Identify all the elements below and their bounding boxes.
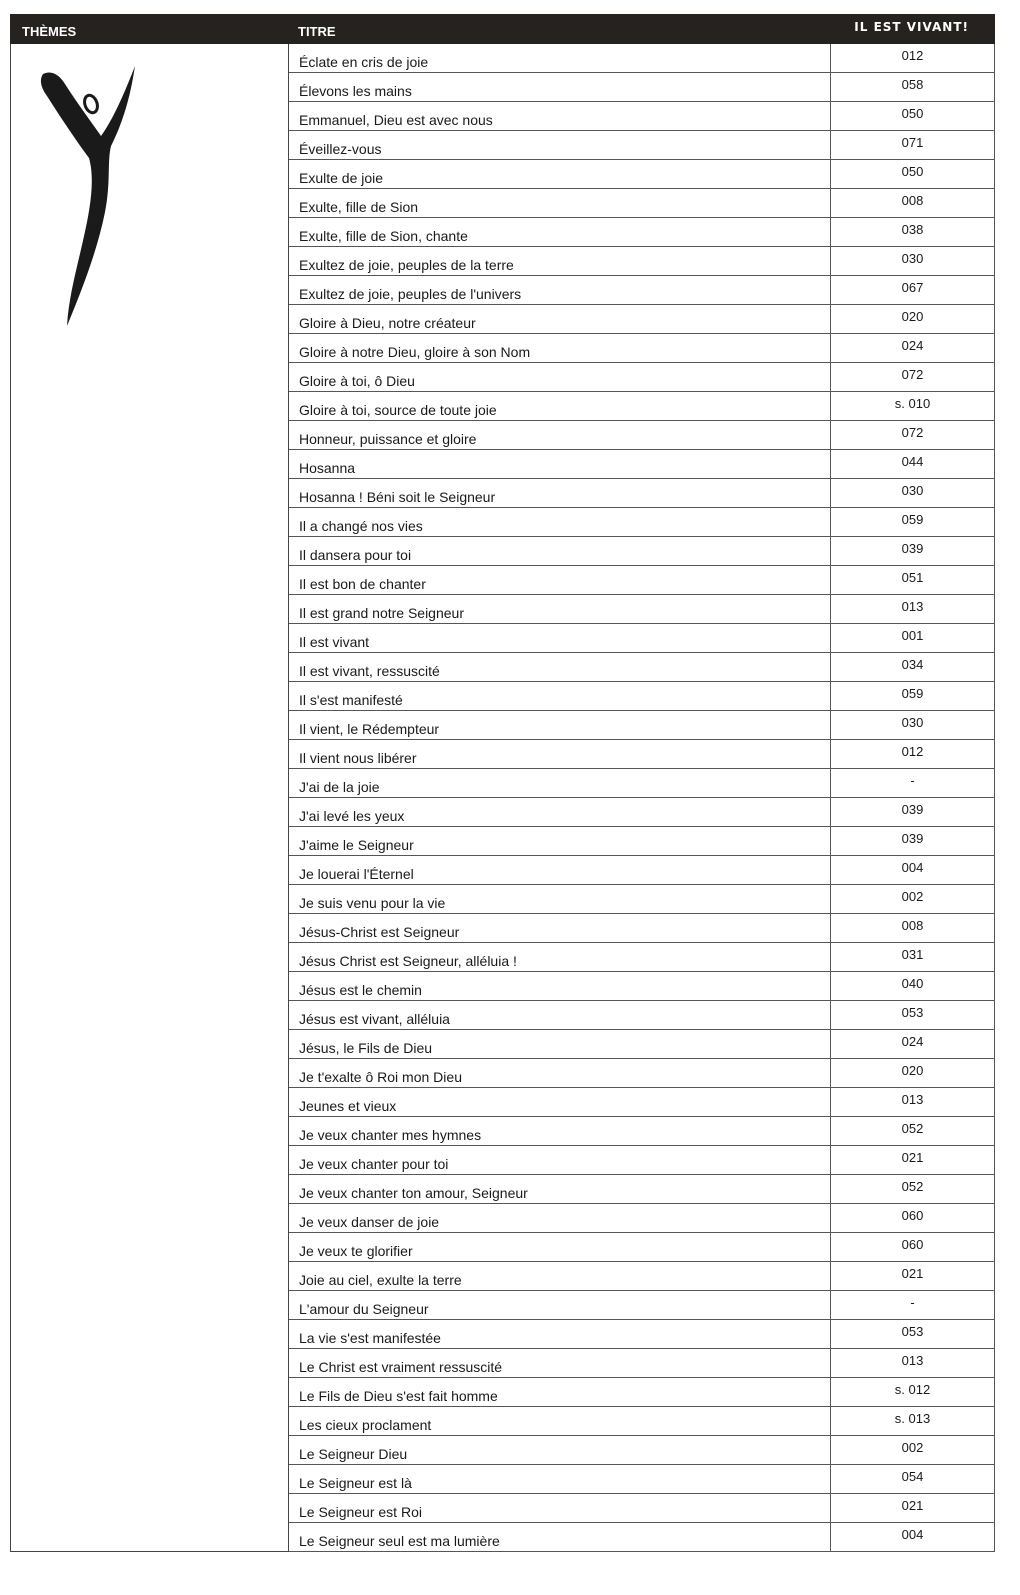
table-row xyxy=(289,247,995,276)
song-title: Le Seigneur est là xyxy=(289,1465,831,1493)
song-title: Joie au ciel, exulte la terre xyxy=(289,1262,831,1290)
song-reference-number: 053 xyxy=(831,1320,995,1348)
table-row xyxy=(289,885,995,914)
table-row xyxy=(289,218,995,247)
song-reference-number: 060 xyxy=(831,1233,995,1261)
song-reference-number: s. 012 xyxy=(831,1378,995,1406)
dancing-figure-logo-icon xyxy=(31,62,141,332)
song-reference-number: 039 xyxy=(831,827,995,855)
header-reference: IL EST VIVANT! xyxy=(854,20,969,34)
song-title: Il a changé nos vies xyxy=(289,508,831,536)
song-title: Il est vivant, ressuscité xyxy=(289,653,831,681)
song-reference-number: 054 xyxy=(831,1465,995,1493)
song-reference-number: 060 xyxy=(831,1204,995,1232)
table-row xyxy=(289,682,995,711)
table-row xyxy=(289,1175,995,1204)
song-title: Gloire à notre Dieu, gloire à son Nom xyxy=(289,334,831,362)
song-reference-number: 039 xyxy=(831,798,995,826)
song-title: Honneur, puissance et gloire xyxy=(289,421,831,449)
song-index-table xyxy=(10,14,995,1552)
song-title: Il s'est manifesté xyxy=(289,682,831,710)
song-title: Exultez de joie, peuples de la terre xyxy=(289,247,831,275)
song-reference-number: 067 xyxy=(831,276,995,304)
song-rows xyxy=(288,44,995,1552)
song-reference-number: 050 xyxy=(831,160,995,188)
song-reference-number: 051 xyxy=(831,566,995,594)
themes-column xyxy=(10,44,288,1552)
table-row xyxy=(289,1349,995,1378)
table-row xyxy=(289,798,995,827)
table-row xyxy=(289,1436,995,1465)
song-reference-number: - xyxy=(831,769,995,797)
header-titre: TITRE xyxy=(298,24,336,39)
song-reference-number: 004 xyxy=(831,856,995,884)
song-title: Hosanna xyxy=(289,450,831,478)
song-reference-number: 013 xyxy=(831,1349,995,1377)
table-row xyxy=(289,1320,995,1349)
song-title: Je veux chanter pour toi xyxy=(289,1146,831,1174)
song-title: Hosanna ! Béni soit le Seigneur xyxy=(289,479,831,507)
table-row xyxy=(289,1407,995,1436)
table-row xyxy=(289,1001,995,1030)
table-row xyxy=(289,943,995,972)
table-row xyxy=(289,624,995,653)
song-title: Je veux danser de joie xyxy=(289,1204,831,1232)
table-row xyxy=(289,1262,995,1291)
song-title: Je suis venu pour la vie xyxy=(289,885,831,913)
table-row xyxy=(289,392,995,421)
song-title: Il vient nous libérer xyxy=(289,740,831,768)
song-title: Gloire à toi, source de toute joie xyxy=(289,392,831,420)
table-row xyxy=(289,1059,995,1088)
song-title: Je louerai l'Éternel xyxy=(289,856,831,884)
song-reference-number: 004 xyxy=(831,1523,995,1551)
table-row xyxy=(289,160,995,189)
song-title: Exulte, fille de Sion, chante xyxy=(289,218,831,246)
table-row xyxy=(289,363,995,392)
table-row xyxy=(289,1030,995,1059)
song-title: Éclate en cris de joie xyxy=(289,44,831,72)
song-reference-number: 052 xyxy=(831,1175,995,1203)
song-reference-number: 050 xyxy=(831,102,995,130)
table-header xyxy=(10,14,995,44)
song-reference-number: 038 xyxy=(831,218,995,246)
song-title: Le Seigneur Dieu xyxy=(289,1436,831,1464)
table-row xyxy=(289,566,995,595)
song-reference-number: 024 xyxy=(831,334,995,362)
table-row xyxy=(289,102,995,131)
table-row xyxy=(289,1465,995,1494)
song-reference-number: 058 xyxy=(831,73,995,101)
song-reference-number: 040 xyxy=(831,972,995,1000)
table-row xyxy=(289,856,995,885)
table-row xyxy=(289,914,995,943)
song-title: Je t'exalte ô Roi mon Dieu xyxy=(289,1059,831,1087)
table-row xyxy=(289,44,995,73)
song-title: Il vient, le Rédempteur xyxy=(289,711,831,739)
song-title: Je veux te glorifier xyxy=(289,1233,831,1261)
song-reference-number: 020 xyxy=(831,1059,995,1087)
song-title: Élevons les mains xyxy=(289,73,831,101)
song-title: Jésus Christ est Seigneur, alléluia ! xyxy=(289,943,831,971)
song-title: Jésus est le chemin xyxy=(289,972,831,1000)
song-title: Le Fils de Dieu s'est fait homme xyxy=(289,1378,831,1406)
song-title: Exultez de joie, peuples de l'univers xyxy=(289,276,831,304)
song-reference-number: 072 xyxy=(831,421,995,449)
song-reference-number: 034 xyxy=(831,653,995,681)
song-reference-number: 039 xyxy=(831,537,995,565)
song-title: Jésus est vivant, alléluia xyxy=(289,1001,831,1029)
song-reference-number: 012 xyxy=(831,740,995,768)
song-reference-number: s. 010 xyxy=(831,392,995,420)
song-reference-number: 072 xyxy=(831,363,995,391)
table-row xyxy=(289,711,995,740)
table-row xyxy=(289,1146,995,1175)
table-row xyxy=(289,1378,995,1407)
song-title: J'ai de la joie xyxy=(289,769,831,797)
song-reference-number: 013 xyxy=(831,595,995,623)
song-reference-number: 059 xyxy=(831,508,995,536)
song-reference-number: 052 xyxy=(831,1117,995,1145)
table-row xyxy=(289,421,995,450)
song-title: Gloire à toi, ô Dieu xyxy=(289,363,831,391)
song-reference-number: 012 xyxy=(831,44,995,72)
song-reference-number: 071 xyxy=(831,131,995,159)
table-row xyxy=(289,1233,995,1262)
song-title: J'aime le Seigneur xyxy=(289,827,831,855)
song-reference-number: 021 xyxy=(831,1146,995,1174)
song-title: Il est vivant xyxy=(289,624,831,652)
song-reference-number: 053 xyxy=(831,1001,995,1029)
song-reference-number: 030 xyxy=(831,711,995,739)
song-title: Je veux chanter mes hymnes xyxy=(289,1117,831,1145)
song-reference-number: 013 xyxy=(831,1088,995,1116)
song-reference-number: 030 xyxy=(831,479,995,507)
table-row xyxy=(289,740,995,769)
table-row xyxy=(289,334,995,363)
table-row xyxy=(289,73,995,102)
table-row xyxy=(289,508,995,537)
song-title: Il est bon de chanter xyxy=(289,566,831,594)
song-reference-number: 020 xyxy=(831,305,995,333)
song-title: Je veux chanter ton amour, Seigneur xyxy=(289,1175,831,1203)
song-reference-number: 008 xyxy=(831,914,995,942)
song-reference-number: 008 xyxy=(831,189,995,217)
song-title: Il est grand notre Seigneur xyxy=(289,595,831,623)
song-reference-number: 002 xyxy=(831,1436,995,1464)
song-title: Jeunes et vieux xyxy=(289,1088,831,1116)
table-row xyxy=(289,769,995,798)
song-title: J'ai levé les yeux xyxy=(289,798,831,826)
song-reference-number: 030 xyxy=(831,247,995,275)
song-reference-number: 001 xyxy=(831,624,995,652)
song-reference-number: 031 xyxy=(831,943,995,971)
song-title: Jésus-Christ est Seigneur xyxy=(289,914,831,942)
song-reference-number: 059 xyxy=(831,682,995,710)
song-title: Emmanuel, Dieu est avec nous xyxy=(289,102,831,130)
song-title: Exulte, fille de Sion xyxy=(289,189,831,217)
song-reference-number: 024 xyxy=(831,1030,995,1058)
song-title: Éveillez-vous xyxy=(289,131,831,159)
song-title: Il dansera pour toi xyxy=(289,537,831,565)
song-reference-number: 021 xyxy=(831,1494,995,1522)
song-title: Gloire à Dieu, notre créateur xyxy=(289,305,831,333)
table-row xyxy=(289,1523,995,1552)
song-title: Exulte de joie xyxy=(289,160,831,188)
table-row xyxy=(289,305,995,334)
song-reference-number: 002 xyxy=(831,885,995,913)
song-title: Le Seigneur seul est ma lumière xyxy=(289,1523,831,1551)
table-row xyxy=(289,450,995,479)
table-row xyxy=(289,827,995,856)
table-row xyxy=(289,1494,995,1523)
song-reference-number: 044 xyxy=(831,450,995,478)
table-row xyxy=(289,1204,995,1233)
song-title: L'amour du Seigneur xyxy=(289,1291,831,1319)
table-row xyxy=(289,479,995,508)
song-reference-number: - xyxy=(831,1291,995,1319)
song-title: Les cieux proclament xyxy=(289,1407,831,1435)
table-row xyxy=(289,131,995,160)
table-row xyxy=(289,595,995,624)
table-row xyxy=(289,653,995,682)
table-row xyxy=(289,189,995,218)
song-title: Le Seigneur est Roi xyxy=(289,1494,831,1522)
table-row xyxy=(289,1117,995,1146)
table-row xyxy=(289,1088,995,1117)
table-row xyxy=(289,1291,995,1320)
song-title: La vie s'est manifestée xyxy=(289,1320,831,1348)
table-row xyxy=(289,276,995,305)
song-title: Le Christ est vraiment ressuscité xyxy=(289,1349,831,1377)
header-themes: THÈMES xyxy=(22,24,77,39)
song-reference-number: 021 xyxy=(831,1262,995,1290)
table-row xyxy=(289,972,995,1001)
table-body xyxy=(10,44,995,1552)
song-title: Jésus, le Fils de Dieu xyxy=(289,1030,831,1058)
song-reference-number: s. 013 xyxy=(831,1407,995,1435)
table-row xyxy=(289,537,995,566)
